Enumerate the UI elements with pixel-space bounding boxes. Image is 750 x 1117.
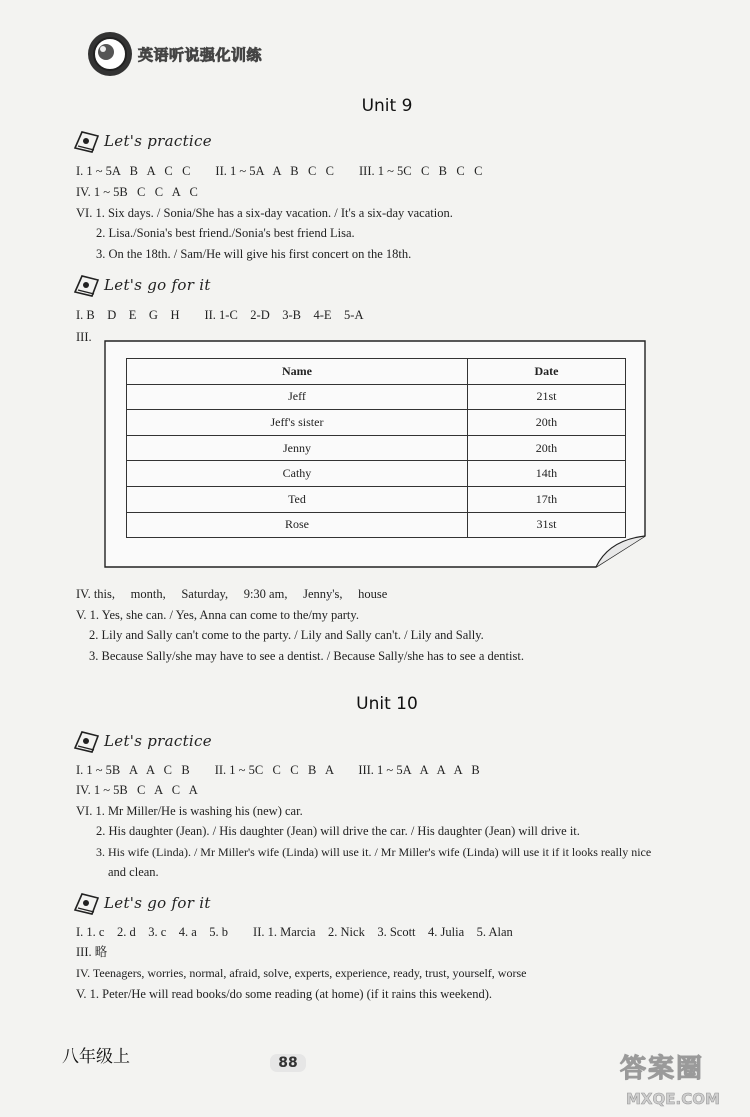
table-cell: Jeff's sister	[127, 410, 468, 436]
table-cell: Ted	[127, 486, 468, 512]
table-header-cell: Date	[467, 359, 625, 385]
answer-line: IV. 1 ~ 5B C C A C	[76, 185, 198, 199]
answer-line: IV. this, month, Saturday, 9:30 am, Jenny's, house	[76, 587, 388, 601]
header-globe-icon	[86, 30, 134, 78]
answer-line: 3. On the 18th. / Sam/He will give his first concert on the 18th.	[96, 247, 412, 261]
answer-line: VI. 1. Six days. / Sonia/She has a six-day vacation. / It's a six-day vacation.	[76, 206, 453, 220]
answer-line: 2. His daughter (Jean). / His daughter (Jean) will drive the car. / His daughter (Jean) will drive it.	[96, 824, 580, 838]
table-row	[127, 512, 626, 538]
table-row	[127, 486, 626, 512]
header-title: 英语听说强化训练	[138, 46, 263, 64]
section-label: Let's go for it	[104, 276, 211, 294]
table-cell: 14th	[467, 461, 625, 487]
table-cell: Cathy	[127, 461, 468, 487]
answer-line: 3. Because Sally/she may have to see a dentist. / Because Sally/she has to see a dentist.	[89, 649, 524, 663]
speaker-pencil-icon	[72, 888, 102, 918]
table-cell: 21st	[467, 384, 625, 410]
answer-line: and clean.	[108, 865, 159, 879]
table-row	[127, 461, 626, 487]
answer-line: VI. 1. Mr Miller/He is washing his (new) car.	[76, 804, 303, 818]
answer-line: 3. His wife (Linda). / Mr Miller's wife (Linda) will use it. / Mr Miller's wife (Linda) will use it if it looks really nice	[96, 845, 652, 859]
answer-line: III. 略	[76, 945, 108, 959]
answer-line: IV. 1 ~ 5B C A C A	[76, 783, 198, 797]
unit10-practice-heading	[72, 726, 212, 756]
watermark-text: 答案圈	[620, 1054, 705, 1084]
table-header-row	[127, 359, 626, 385]
unit9-goforit-heading	[72, 270, 211, 300]
answer-line: 2. Lisa./Sonia's best friend./Sonia's best friend Lisa.	[96, 226, 355, 240]
table-cell: 20th	[467, 410, 625, 436]
table-cell: Jenny	[127, 435, 468, 461]
table-cell: Rose	[127, 512, 468, 538]
unit-10-title: Unit 10	[356, 694, 418, 714]
answer-line: I. B D E G H II. 1-C 2-D 3-B 4-E 5-A	[76, 308, 364, 322]
section-label: Let's go for it	[104, 894, 211, 912]
page-number: 88	[270, 1054, 306, 1072]
speaker-pencil-icon	[72, 726, 102, 756]
grade-label: 八年级上	[62, 1047, 130, 1067]
table-cell: 20th	[467, 435, 625, 461]
unit9-practice-heading	[72, 126, 212, 156]
unit10-goforit-heading	[72, 888, 211, 918]
table-row	[127, 384, 626, 410]
speaker-pencil-icon	[72, 270, 102, 300]
table-cell: Jeff	[127, 384, 468, 410]
answer-line: III.	[76, 330, 92, 344]
table-cell: 31st	[467, 512, 625, 538]
unit-9-title: Unit 9	[361, 96, 413, 116]
answer-line: IV. Teenagers, worries, normal, afraid, solve, experts, experience, ready, trust, yourself, worse	[76, 966, 527, 980]
answer-line: I. 1 ~ 5B A A C B II. 1 ~ 5C C C B A III. 1 ~ 5A A A A B	[76, 763, 480, 777]
table-cell: 17th	[467, 486, 625, 512]
watermark-url: MXQE.COM	[626, 1090, 720, 1108]
table-row	[127, 410, 626, 436]
answer-line: 2. Lily and Sally can't come to the party. / Lily and Sally can't. / Lily and Sally.	[89, 628, 484, 642]
section-label: Let's practice	[104, 132, 212, 150]
table-header-cell: Name	[127, 359, 468, 385]
table-row	[127, 435, 626, 461]
answer-line: I. 1 ~ 5A B A C C II. 1 ~ 5A A B C C III. 1 ~ 5C C B C C	[76, 164, 483, 178]
speaker-pencil-icon	[72, 126, 102, 156]
answer-line: V. 1. Peter/He will read books/do some reading (at home) (if it rains this weekend).	[76, 987, 492, 1001]
name-date-table	[126, 358, 626, 538]
answer-line: I. 1. c 2. d 3. c 4. a 5. b II. 1. Marcia 2. Nick 3. Scott 4. Julia 5. Alan	[76, 925, 513, 939]
answer-line: V. 1. Yes, she can. / Yes, Anna can come to the/my party.	[76, 608, 359, 622]
section-label: Let's practice	[104, 732, 212, 750]
